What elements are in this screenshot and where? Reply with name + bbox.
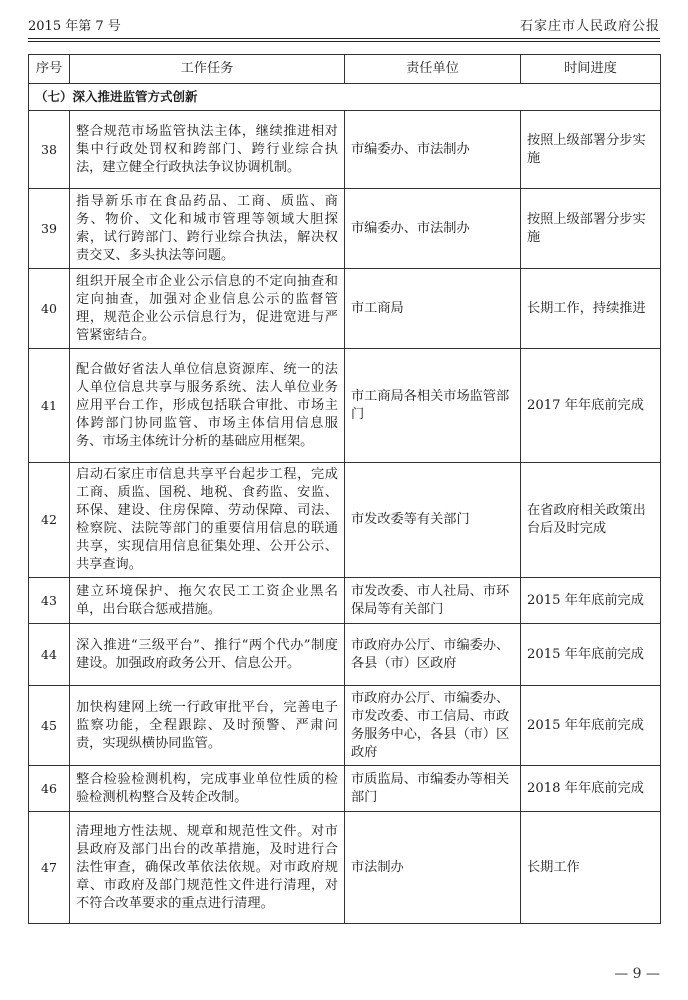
table-row bbox=[29, 812, 661, 924]
row-task: 整合规范市场监管执法主体，继续推进相对集中行政处罚权和跨部门、跨行业综合执法，建立健全行政执法争议协调机制。 bbox=[70, 111, 345, 189]
row-progress: 2017 年年底前完成 bbox=[521, 349, 661, 463]
row-progress: 2015 年年底前完成 bbox=[521, 624, 661, 686]
row-number: 41 bbox=[29, 349, 70, 463]
row-number: 40 bbox=[29, 269, 70, 349]
row-number: 44 bbox=[29, 624, 70, 686]
row-number: 39 bbox=[29, 189, 70, 269]
row-unit: 市编委办、市法制办 bbox=[345, 111, 521, 189]
row-progress: 按照上级部署分步实施 bbox=[521, 111, 661, 189]
section-row bbox=[29, 84, 661, 111]
column-header-task: 工作任务 bbox=[70, 55, 345, 84]
row-number: 43 bbox=[29, 578, 70, 624]
issue-number: 2015 年第 7 号 bbox=[28, 19, 121, 34]
row-task: 深入推进“三级平台”、推行“两个代办”制度建设。加强政府政务公开、信息公开。 bbox=[70, 624, 345, 686]
row-unit: 市政府办公厅、市编委办、市发改委、市工信局、市政务服务中心，各县（市）区政府 bbox=[345, 686, 521, 766]
table-row bbox=[29, 463, 661, 578]
row-task: 组织开展全市企业公示信息的不定向抽查和定向抽查，加强对企业信息公示的监督管理，规范企业公示信息行为，促进宽进与严管紧密结合。 bbox=[70, 269, 345, 349]
row-number: 42 bbox=[29, 463, 70, 578]
row-progress: 按照上级部署分步实施 bbox=[521, 189, 661, 269]
row-task: 加快构建网上统一行政审批平台，完善电子监察功能，全程跟踪、及时预警、严肃问责，实现纵横协同监管。 bbox=[70, 686, 345, 766]
page-number: — 9 — bbox=[614, 966, 660, 982]
row-unit: 市编委办、市法制办 bbox=[345, 189, 521, 269]
column-header-progress: 时间进度 bbox=[521, 55, 661, 84]
row-unit: 市发改委等有关部门 bbox=[345, 463, 521, 578]
row-unit: 市工商局各相关市场监管部门 bbox=[345, 349, 521, 463]
row-progress: 在省政府相关政策出台后及时完成 bbox=[521, 463, 661, 578]
column-header-unit: 责任单位 bbox=[345, 55, 521, 84]
table-row bbox=[29, 578, 661, 624]
header-rule bbox=[28, 38, 660, 39]
task-table bbox=[28, 54, 661, 924]
row-unit: 市法制办 bbox=[345, 812, 521, 924]
section-title: （七）深入推进监管方式创新 bbox=[29, 84, 661, 111]
row-task: 建立环境保护、拖欠农民工工资企业黑名单，出台联合惩戒措施。 bbox=[70, 578, 345, 624]
page-header bbox=[28, 16, 660, 38]
table-header-row bbox=[29, 55, 661, 84]
table-row bbox=[29, 189, 661, 269]
table-row bbox=[29, 111, 661, 189]
table-row bbox=[29, 269, 661, 349]
table-row bbox=[29, 624, 661, 686]
row-progress: 长期工作 bbox=[521, 812, 661, 924]
row-number: 46 bbox=[29, 766, 70, 812]
row-number: 38 bbox=[29, 111, 70, 189]
row-unit: 市工商局 bbox=[345, 269, 521, 349]
row-progress: 2015 年年底前完成 bbox=[521, 686, 661, 766]
row-task: 清理地方性法规、规章和规范性文件。对市县政府及部门出台的改革措施，及时进行合法性审查，确保改革依法依规。对市政府规章、市政府及部门规范性文件进行清理，对不符合改革要求的重点进行清理。 bbox=[70, 812, 345, 924]
table-row bbox=[29, 766, 661, 812]
row-task: 配合做好省法人单位信息资源库、统一的法人单位信息共享与服务系统、法人单位业务应用平台工作，形成包括联合审批、市场主体跨部门协同监管、市场主体信用信息服务、市场主体统计分析的基础应用框架。 bbox=[70, 349, 345, 463]
row-unit: 市政府办公厅、市编委办、各县（市）区政府 bbox=[345, 624, 521, 686]
row-task: 指导新乐市在食品药品、工商、质监、商务、物价、文化和城市管理等领域大胆探索，试行跨部门、跨行业综合执法，解决权责交叉、多头执法等问题。 bbox=[70, 189, 345, 269]
row-unit: 市发改委、市人社局、市环保局等有关部门 bbox=[345, 578, 521, 624]
row-task: 整合检验检测机构，完成事业单位性质的检验检测机构整合及转企改制。 bbox=[70, 766, 345, 812]
row-progress: 长期工作，持续推进 bbox=[521, 269, 661, 349]
row-progress: 2018 年年底前完成 bbox=[521, 766, 661, 812]
row-task: 启动石家庄市信息共享平台起步工程，完成工商、质监、国税、地税、食药监、安监、环保、建设、住房保障、劳动保障、司法、检察院、法院等部门的重要信用信息的联通共享，实现信用信息征集处理、公开公示、共享查询。 bbox=[70, 463, 345, 578]
table-row bbox=[29, 686, 661, 766]
row-progress: 2015 年年底前完成 bbox=[521, 578, 661, 624]
row-number: 45 bbox=[29, 686, 70, 766]
row-unit: 市质监局、市编委办等相关部门 bbox=[345, 766, 521, 812]
header-rule-thin bbox=[28, 41, 660, 42]
row-number: 47 bbox=[29, 812, 70, 924]
table-row bbox=[29, 349, 661, 463]
publication-title: 石家庄市人民政府公报 bbox=[519, 19, 660, 34]
column-header-number: 序号 bbox=[29, 55, 70, 84]
